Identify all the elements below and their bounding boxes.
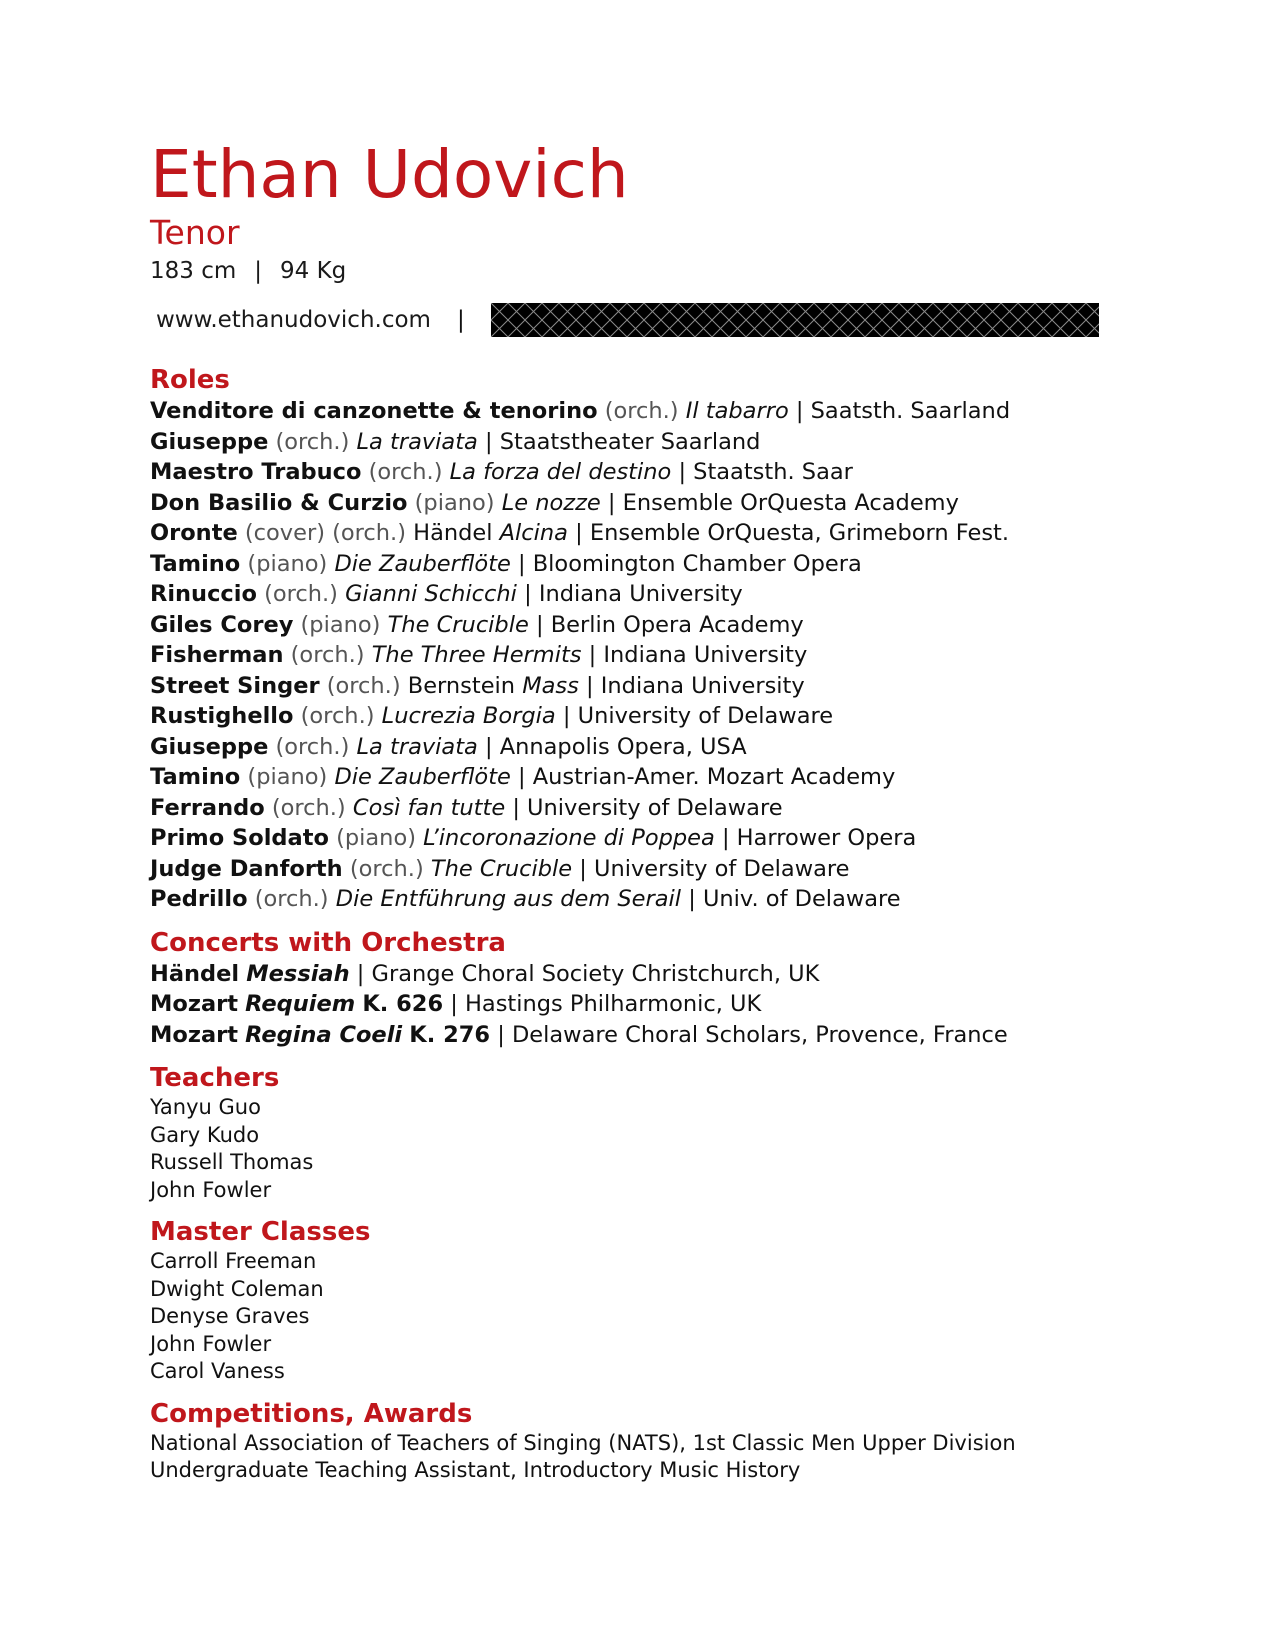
concerts-section [150, 927, 1150, 1051]
performance-type: (orch.) [275, 428, 350, 455]
role-entry [150, 732, 1150, 763]
work-title: The Crucible [387, 611, 529, 638]
concert-composer: Mozart [150, 1021, 238, 1048]
venue: | Bloomington Chamber Opera [518, 550, 862, 577]
work-title: Lucrezia Borgia [381, 703, 556, 729]
venue: | Indiana University [524, 581, 743, 607]
contact-separator: | [456, 307, 465, 333]
venue: | Staatstheater Saarland [484, 428, 761, 455]
master-class-name: Carroll Freeman [150, 1249, 317, 1273]
role-entry [150, 396, 1150, 427]
work-title: Le nozze [501, 489, 601, 516]
roles-section [150, 364, 1150, 915]
work-title: La traviata [356, 733, 478, 760]
master-class-name: John Fowler [150, 1331, 272, 1356]
work-title: Mass [522, 672, 579, 699]
work-title: Gianni Schicchi [345, 581, 517, 607]
venue: | University of Delaware [562, 703, 834, 729]
concert-entry [150, 959, 1150, 990]
composer-name: Bernstein [407, 672, 516, 699]
teacher-name: John Fowler [150, 1177, 272, 1202]
venue: | Berlin Opera Academy [535, 611, 804, 638]
teachers-list [150, 1094, 1150, 1204]
role-entry [150, 610, 1150, 641]
work-title: L’incoronazione di Poppea [423, 825, 715, 851]
master-class-name: Carol Vaness [150, 1359, 285, 1383]
performance-type: (piano) [247, 764, 328, 790]
concert-venue: | Hastings Philharmonic, UK [450, 991, 762, 1017]
role-entry [150, 701, 1150, 732]
venue: | University of Delaware [579, 855, 850, 882]
concert-entry [150, 1020, 1150, 1051]
performance-type: (piano) [300, 611, 381, 638]
venue: | Indiana University [586, 672, 805, 699]
role-name: Tamino [150, 550, 241, 577]
composer-name: Händel [413, 520, 493, 546]
work-title: La traviata [356, 428, 478, 455]
concerts-heading: Concerts with Orchestra [150, 927, 506, 958]
role-name: Oronte [150, 520, 238, 546]
venue: | Saatsth. Saarland [795, 398, 1011, 424]
role-entry [150, 640, 1150, 671]
contact-row [150, 302, 1150, 338]
role-entry [150, 884, 1150, 915]
singer-name: Ethan Udovich [150, 136, 629, 213]
concert-work: Regina Coeli [245, 1021, 403, 1048]
awards-section [150, 1398, 1150, 1485]
performance-type: (piano) [414, 489, 495, 516]
role-name: Judge Danforth [150, 855, 343, 882]
role-entry [150, 793, 1150, 824]
role-entry [150, 427, 1150, 458]
role-entry [150, 457, 1150, 488]
role-entry [150, 579, 1150, 610]
concert-composer: Händel [150, 960, 240, 987]
master-class-name: Denyse Graves [150, 1304, 310, 1328]
concerts-list [150, 959, 1150, 1051]
venue: | Harrower Opera [721, 825, 917, 851]
concert-work: Messiah [246, 960, 350, 987]
role-name: Venditore di canzonette & tenorino [150, 398, 598, 424]
performance-type: (piano) [336, 825, 416, 851]
roles-heading: Roles [150, 365, 230, 395]
concert-composer: Mozart [150, 991, 238, 1017]
master-classes-section [150, 1216, 1150, 1386]
role-name: Primo Soldato [150, 825, 329, 851]
work-title: Die Entführung aus dem Serail [335, 886, 682, 912]
performance-type: (piano) [247, 550, 328, 577]
role-name: Don Basilio & Curzio [150, 489, 408, 516]
concert-venue: | Grange Choral Society Christchurch, UK [356, 960, 820, 987]
work-title: Die Zauberflöte [334, 764, 511, 790]
work-title: The Three Hermits [371, 642, 582, 668]
venue: | Indiana University [588, 642, 808, 668]
role-entry [150, 488, 1150, 519]
role-entry [150, 518, 1150, 549]
role-entry [150, 671, 1150, 702]
work-title: The Crucible [430, 855, 573, 882]
work-title: Il tabarro [685, 398, 789, 424]
performance-type: (cover) (orch.) [244, 520, 406, 546]
role-name: Tamino [150, 764, 241, 790]
teachers-section [150, 1062, 1150, 1204]
performance-type: (orch.) [300, 703, 375, 729]
awards-heading: Competitions, Awards [150, 1398, 473, 1429]
venue: | University of Delaware [512, 794, 783, 821]
resume-page [150, 136, 1150, 1485]
role-entry [150, 762, 1150, 793]
performance-type: (orch.) [275, 733, 350, 760]
concert-work: Requiem [245, 991, 356, 1017]
physical-stats [150, 254, 1150, 288]
role-entry [150, 823, 1150, 854]
role-name: Street Singer [150, 672, 320, 699]
performance-type: (orch.) [604, 398, 679, 424]
work-title: La forza del destino [449, 459, 672, 485]
redacted-contact-block [491, 303, 1099, 337]
work-title: Così fan tutte [352, 794, 506, 821]
role-entry [150, 854, 1150, 885]
role-entry [150, 549, 1150, 580]
master-classes-list [150, 1248, 1150, 1386]
role-name: Rinuccio [150, 581, 257, 607]
performance-type: (orch.) [290, 642, 365, 668]
venue: | Annapolis Opera, USA [484, 733, 747, 760]
work-title: Die Zauberflöte [334, 550, 511, 577]
weight-value: 94 Kg [280, 258, 347, 284]
performance-type: (orch.) [368, 459, 443, 485]
performance-type: (orch.) [326, 672, 401, 699]
performance-type: (orch.) [349, 855, 424, 882]
master-class-name: Dwight Coleman [150, 1276, 324, 1301]
venue: | Univ. of Delaware [688, 886, 901, 912]
role-name: Giuseppe [150, 733, 269, 760]
voice-type: Tenor [150, 213, 240, 252]
teachers-heading: Teachers [150, 1063, 280, 1093]
awards-list [150, 1430, 1150, 1485]
role-name: Fisherman [150, 642, 284, 668]
teacher-name: Gary Kudo [150, 1122, 260, 1147]
role-name: Giles Corey [150, 611, 294, 638]
award-item: Undergraduate Teaching Assistant, Introductory Music History [150, 1458, 801, 1482]
venue: | Ensemble OrQuesta, Grimeborn Fest. [575, 520, 1010, 546]
role-name: Rustighello [150, 703, 294, 729]
concert-venue: | Delaware Choral Scholars, Provence, France [497, 1021, 1008, 1048]
role-name: Maestro Trabuco [150, 459, 362, 485]
teacher-name: Yanyu Guo [150, 1095, 261, 1119]
work-title: Alcina [499, 520, 568, 546]
venue: | Austrian-Amer. Mozart Academy [518, 764, 896, 790]
concert-catalog: K. 276 [409, 1021, 491, 1048]
performance-type: (orch.) [271, 794, 346, 821]
website-link[interactable]: www.ethanudovich.com [156, 307, 431, 333]
award-item: National Association of Teachers of Singing (NATS), 1st Classic Men Upper Division [150, 1430, 1016, 1455]
performance-type: (orch.) [264, 581, 338, 607]
performance-type: (orch.) [254, 886, 329, 912]
concert-entry [150, 989, 1150, 1020]
roles-list [150, 396, 1150, 915]
stats-separator: | [254, 258, 263, 284]
concert-catalog: K. 626 [362, 991, 444, 1017]
role-name: Giuseppe [150, 428, 269, 455]
role-name: Ferrando [150, 794, 265, 821]
height-value: 183 cm [150, 258, 237, 284]
master-classes-heading: Master Classes [150, 1217, 371, 1247]
role-name: Pedrillo [150, 886, 248, 912]
teacher-name: Russell Thomas [150, 1150, 314, 1174]
venue: | Ensemble OrQuesta Academy [607, 489, 959, 516]
venue: | Staatsth. Saar [678, 459, 853, 485]
